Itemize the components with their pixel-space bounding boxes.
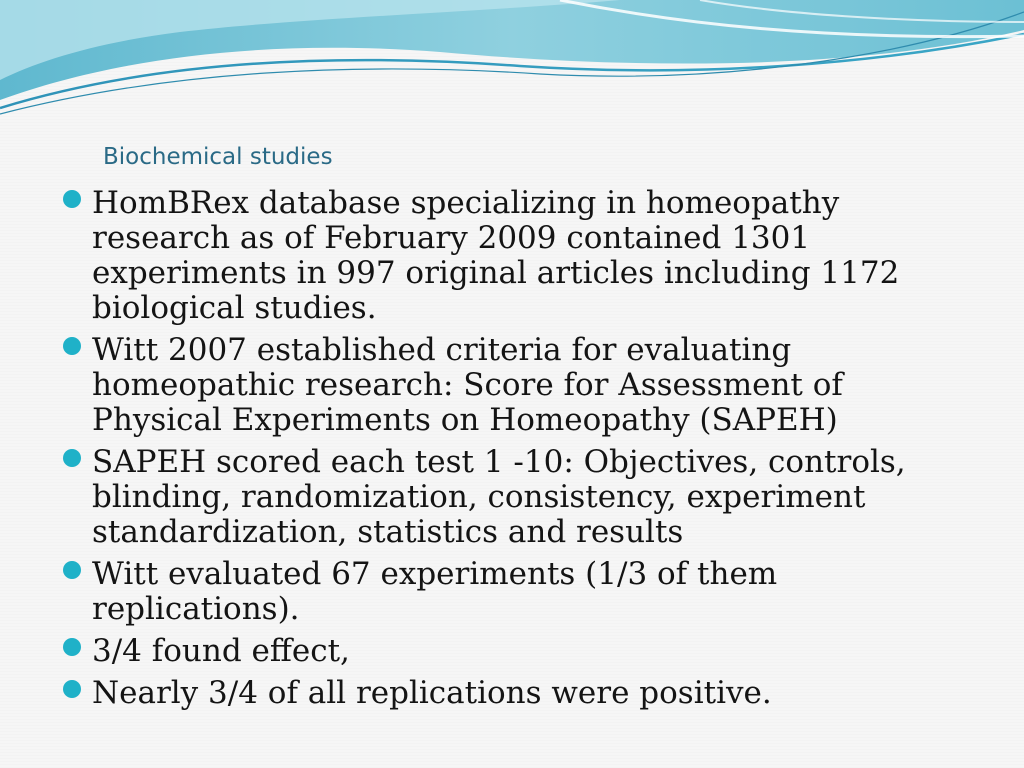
bullet-dot-icon [63, 337, 81, 355]
bullet-dot-icon [63, 449, 81, 467]
bullet-line: HomBRex database specializing in homeopathy [92, 185, 840, 221]
bullet-line: Nearly 3/4 of all replications were positive. [92, 675, 772, 711]
bullet-item [60, 186, 1000, 326]
bullet-line: experiments in 997 original articles including 1172 [92, 255, 900, 291]
bullet-line: research as of February 2009 contained 1301 [92, 220, 811, 256]
bullet-dot-icon [63, 190, 81, 208]
bullet-item [60, 333, 1000, 438]
bullet-item [60, 557, 1000, 627]
bullet-line: 3/4 found effect, [92, 633, 350, 669]
bullet-item [60, 445, 1000, 550]
bullet-line: Witt 2007 established criteria for evaluating [92, 332, 792, 368]
bullet-line: Physical Experiments on Homeopathy (SAPEH) [92, 402, 838, 438]
bullet-line: Witt evaluated 67 experiments (1/3 of them [92, 556, 778, 592]
bullet-line: standardization, statistics and results [92, 514, 684, 550]
bullet-dot-icon [63, 638, 81, 656]
slide-title: Biochemical studies [103, 144, 333, 170]
bullet-list [60, 186, 1000, 718]
header-wave-decoration [0, 0, 1024, 120]
bullet-dot-icon [63, 680, 81, 698]
bullet-line: replications). [92, 591, 300, 627]
bullet-line: biological studies. [92, 290, 377, 326]
bullet-line: homeopathic research: Score for Assessment of [92, 367, 843, 403]
bullet-item [60, 634, 1000, 669]
bullet-line: SAPEH scored each test 1 -10: Objectives, controls, [92, 444, 906, 480]
bullet-item [60, 676, 1000, 711]
bullet-line: blinding, randomization, consistency, experiment [92, 479, 866, 515]
bullet-dot-icon [63, 561, 81, 579]
